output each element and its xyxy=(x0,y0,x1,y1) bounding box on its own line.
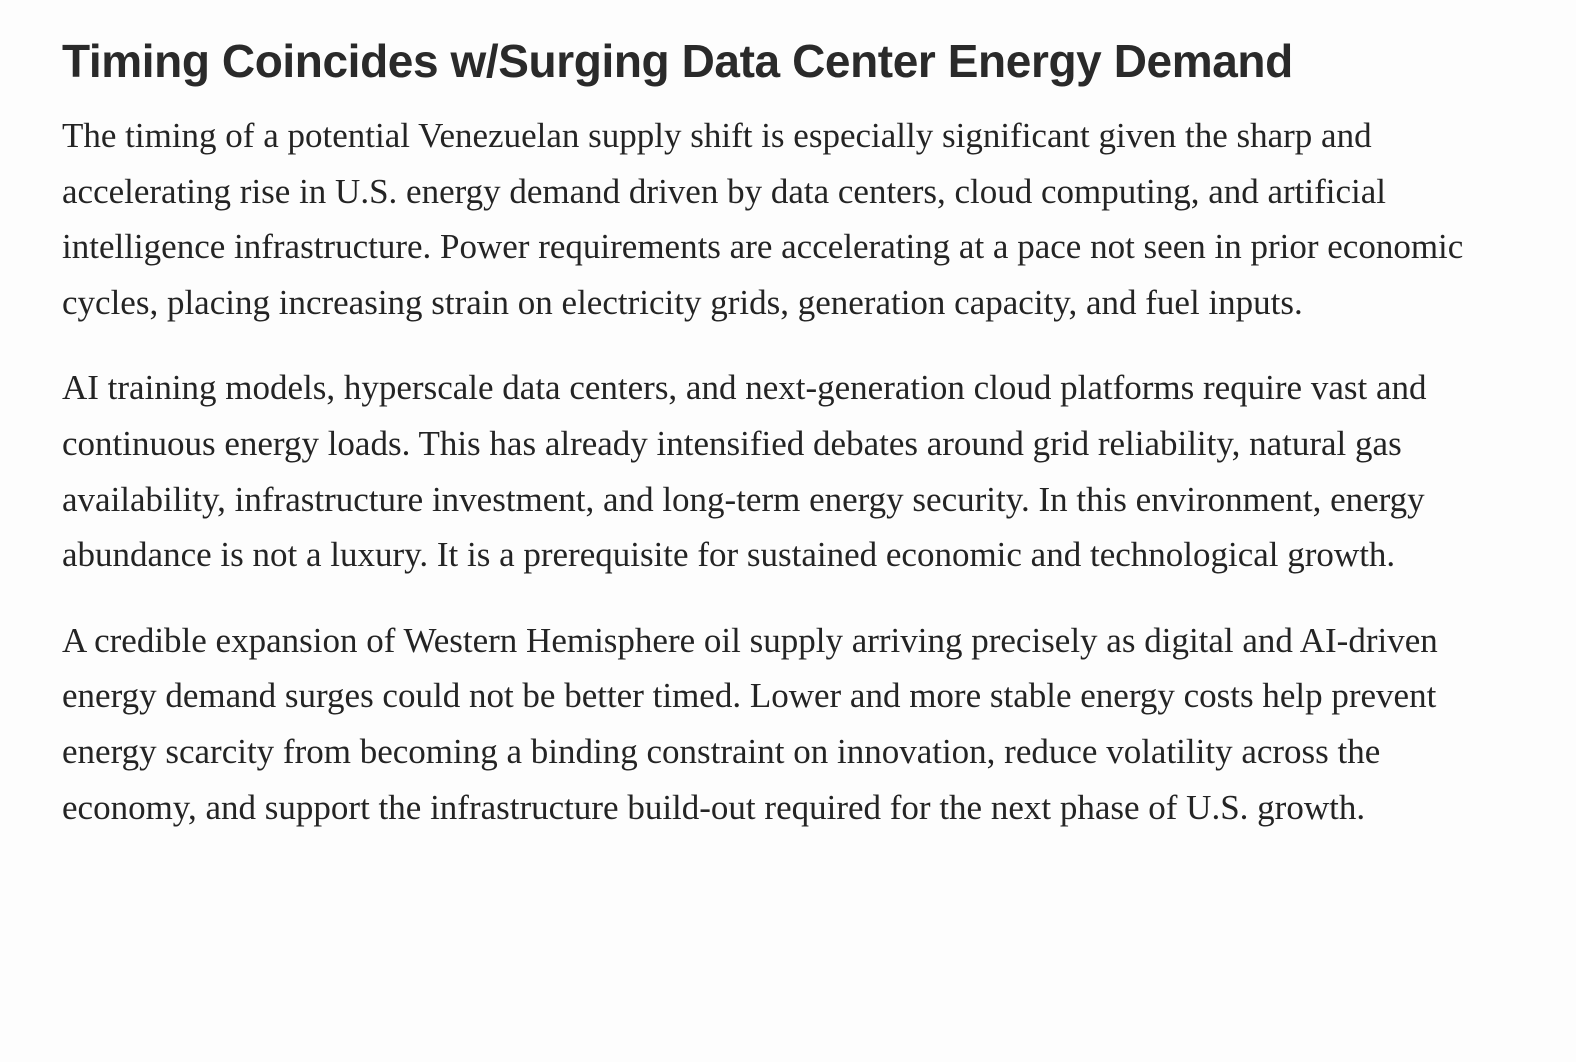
paragraph-venezuelan-supply-timing: The timing of a potential Venezuelan supply shift is especially significant given the sharp and accelerating rise in U.S. energy demand driven by data centers, cloud computing, and artificial intelligence infrastructure. Power requirements are accelerating at a pace not seen in prior economic cycles, placing increasing strain on electricity grids, generation capacity, and fuel inputs. xyxy=(62,116,1464,322)
article-section xyxy=(62,30,1502,835)
paragraph-western-hemisphere-supply: A credible expansion of Western Hemisphere oil supply arriving precisely as digital and AI-driven energy demand surges could not be better timed. Lower and more stable energy costs help prevent energy scarcity from becoming a binding constraint on innovation, reduce volatility across the economy, and support the infrastructure build-out required for the next phase of U.S. growth. xyxy=(62,620,1438,827)
section-heading: Timing Coincides w/Surging Data Center Energy Demand xyxy=(62,35,1293,87)
paragraph-ai-energy-loads: AI training models, hyperscale data centers, and next-generation cloud platforms require vast and continuous energy loads. This has already intensified debates around grid reliability, natural gas availability, infrastructure investment, and long-term energy security. In this environment, energy abundance is not a luxury. It is a prerequisite for sustained economic and technological growth. xyxy=(62,368,1427,575)
